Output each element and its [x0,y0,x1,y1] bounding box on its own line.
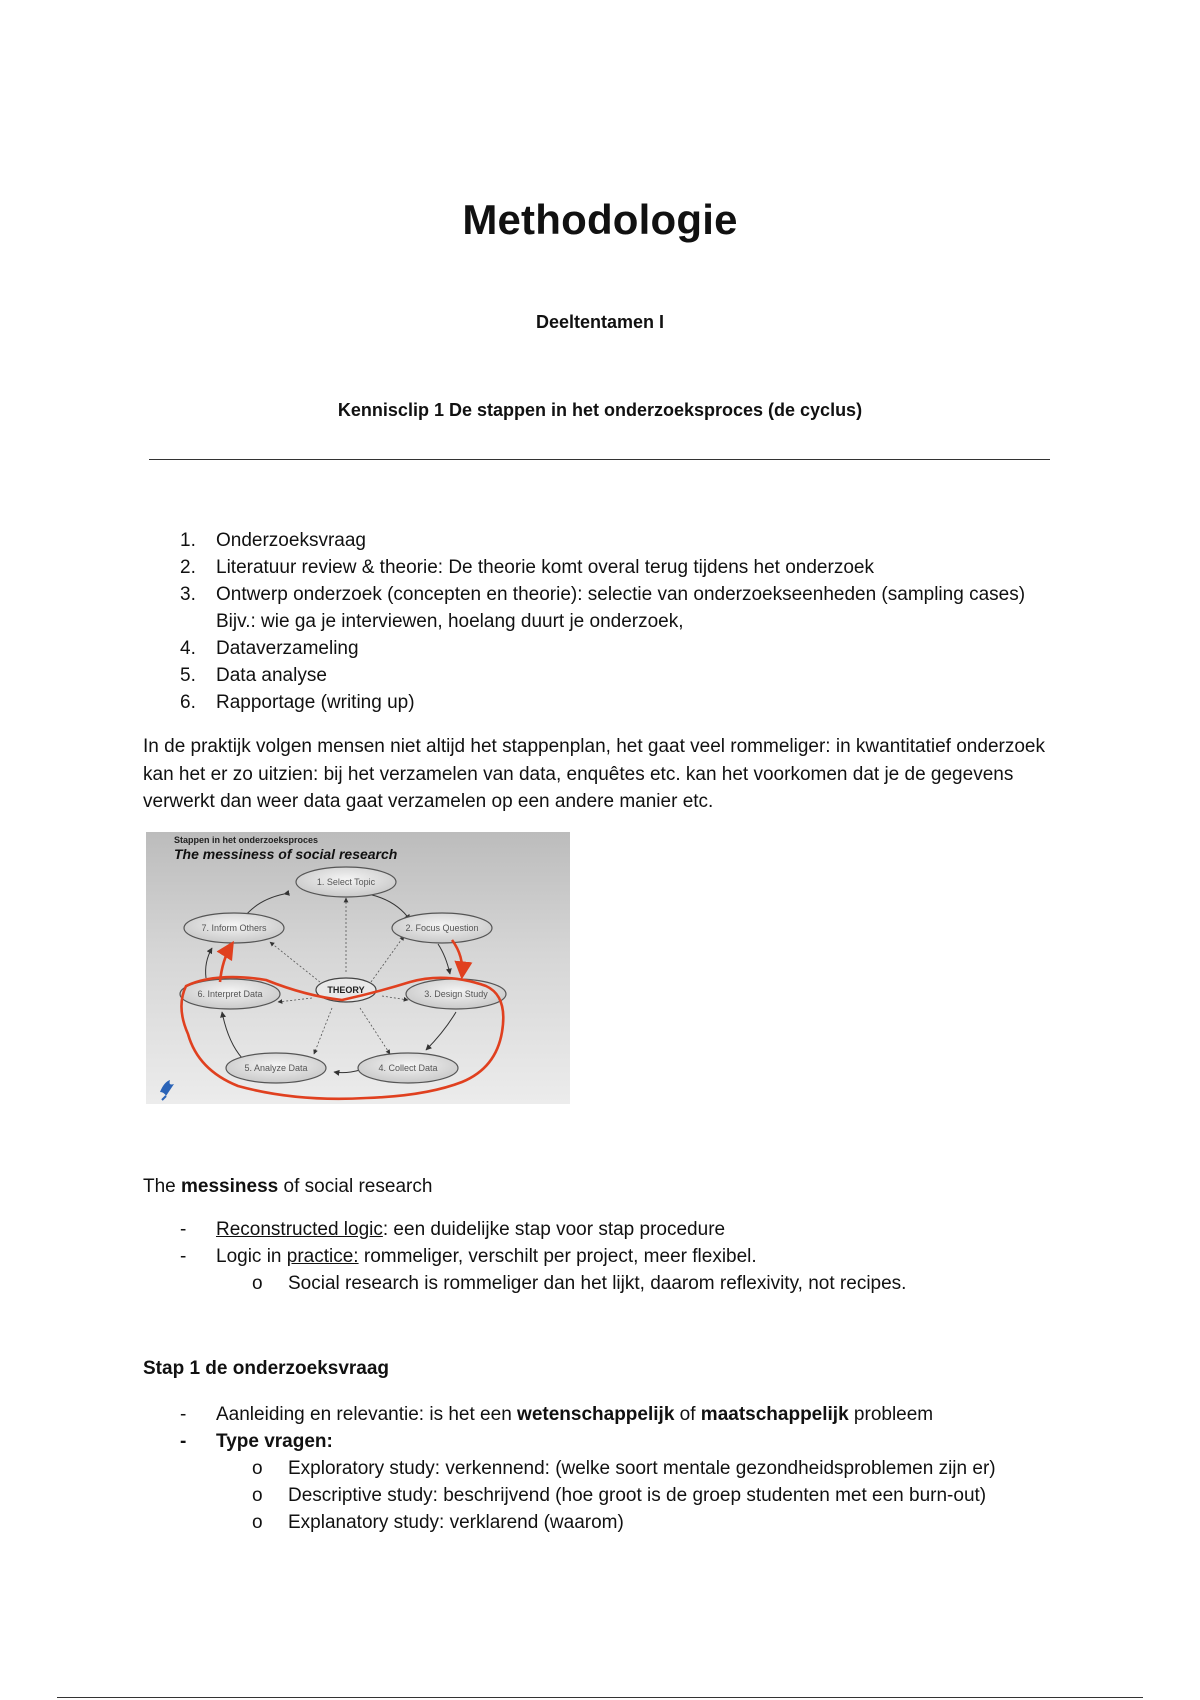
messiness-bold: messiness [181,1176,279,1197]
messiness-heading [143,1173,432,1200]
research-cycle-figure [146,832,570,1104]
node-label: 7. Inform Others [201,923,267,933]
list-text: rommeliger, verschilt per project, meer flexibel. [358,1246,757,1267]
list-number: 1. [180,530,196,551]
stap1-heading: Stap 1 de onderzoeksvraag [143,1358,390,1379]
list-text-prefix: Logic in [216,1246,287,1267]
list-item [180,1482,1080,1509]
node-label: 4. Collect Data [378,1063,438,1073]
list-item [180,1243,1080,1270]
arrow-3-to-4 [426,1012,456,1050]
type-vragen-label: Type vragen: [216,1431,333,1452]
list-text: Rapportage (writing up) [216,692,415,713]
bold-term: wetenschappelijk [517,1404,675,1425]
university-logo-icon [160,1080,174,1100]
underlined-term: practice: [286,1246,359,1267]
theory-label: THEORY [327,985,365,995]
node-label: 3. Design Study [424,989,488,999]
list-text: Onderzoeksvraag [216,530,366,551]
list-text-prefix: Aanleiding en relevantie: is het een [216,1404,518,1425]
messiness-prefix: The [143,1176,182,1197]
figure-main-header: The messiness of social research [174,846,398,862]
list-marker: - [180,1219,187,1240]
node-label: 1. Select Topic [316,877,376,887]
red-arrow-to-design [452,940,462,976]
list-text: Dataverzameling [216,638,359,659]
list-number: 3. [180,584,196,605]
node-label: 5. Analyze Data [244,1063,308,1073]
figure-small-header: Stappen in het onderzoeksproces [174,835,319,845]
list-text: Data analyse [216,665,327,686]
footer-rule [57,1697,1143,1698]
theory-spokes [270,898,408,1054]
horizontal-rule [149,459,1050,460]
arrow-1-to-2 [368,894,410,920]
list-text: Exploratory study: verkennend: (welke soort mentale gezondheidsproblemen zijn er) [288,1458,996,1479]
list-item [180,689,1060,716]
messiness-suffix: of social research [278,1176,433,1197]
list-marker: o [252,1512,263,1533]
bold-term: maatschappelijk [700,1404,849,1425]
arrow-2-to-3 [438,944,450,974]
document-title: Methodologie [462,196,738,243]
list-item [180,1216,1080,1243]
list-item [180,662,1060,689]
arrow-4-to-5 [334,1070,360,1073]
list-text: : een duidelijke stap voor stap procedure [382,1219,726,1240]
research-steps-list [180,527,1060,716]
list-item [180,581,1060,635]
list-number: 2. [180,557,196,578]
cycle-diagram [146,832,570,1104]
list-number: 6. [180,692,196,713]
kennisclip-heading: Kennisclip 1 De stappen in het onderzoeksproces (de cyclus) [337,400,863,420]
list-item [180,1401,1080,1428]
list-text: Literatuur review & theorie: De theorie komt overal terug tijdens het onderzoek [216,557,874,578]
list-text: Descriptive study: beschrijvend (hoe groot is de groep studenten met een burn-out) [288,1485,987,1506]
list-marker: - [180,1246,187,1267]
stap1-list [180,1401,1080,1536]
list-item [180,1428,1080,1455]
list-item [180,554,1060,581]
list-number: 4. [180,638,196,659]
list-text-mid: of [674,1404,701,1425]
list-marker: o [252,1485,263,1506]
list-marker: o [252,1273,263,1294]
practice-paragraph: In de praktijk volgen mensen niet altijd het stappenplan, het gaat veel rommeliger: in kwantitatief onderzoek kan het er zo uitzien: bij het verzamelen van data, enquêtes etc. kan het voorkomen dat je de gegevens verwerkt dan weer data gaat verzamelen op een andere manier etc. [143,736,1045,812]
arrow-6-to-7 [206,948,212,978]
list-text: Ontwerp onderzoek (concepten en theorie): selectie van onderzoekseenheden (sampling cases) Bijv.: wie ga je interviewen, hoelang duurt je onderzoek, [216,584,1026,632]
list-text-suffix: probleem [848,1404,934,1425]
node-label: 6. Interpret Data [197,989,263,999]
logic-list [180,1216,1080,1297]
list-item [180,1270,1080,1297]
document-subtitle: Deeltentamen I [535,312,665,332]
list-marker: o [252,1458,263,1479]
list-text: Social research is rommeliger dan het lijkt, daarom reflexivity, not recipes. [288,1273,907,1294]
list-item [180,635,1060,662]
list-text: Explanatory study: verklarend (waarom) [288,1512,624,1533]
list-number: 5. [180,665,196,686]
list-marker: - [180,1431,187,1452]
list-item [180,1455,1080,1482]
list-item [180,527,1060,554]
list-item [180,1509,1080,1536]
underlined-term: Reconstructed logic [216,1219,383,1240]
node-label: 2. Focus Question [405,923,479,933]
list-marker: - [180,1404,187,1425]
arrow-5-to-6 [222,1012,242,1058]
